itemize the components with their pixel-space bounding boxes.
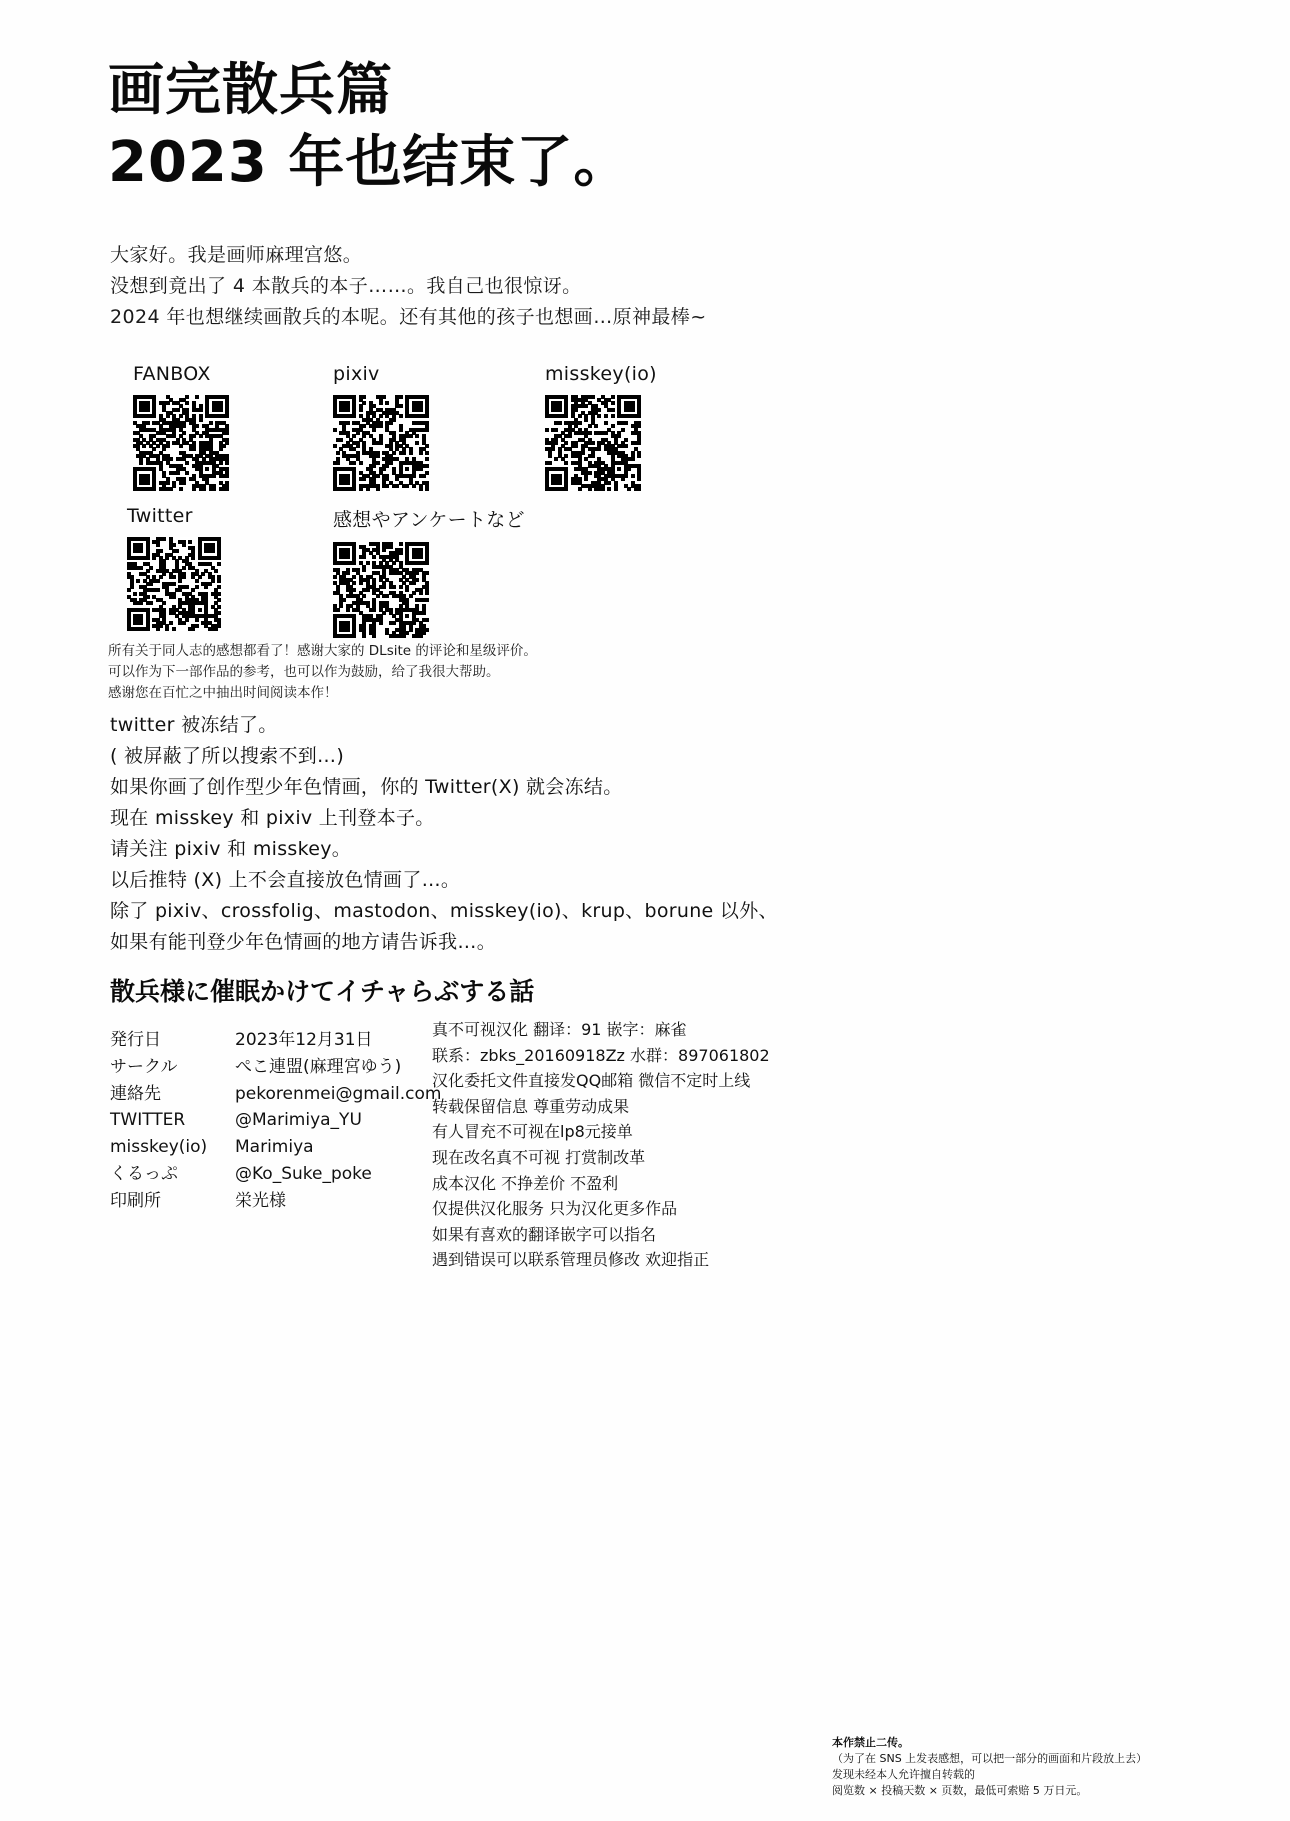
qr-twitter-icon[interactable] <box>127 537 221 631</box>
colophon-key-3: TWITTER <box>110 1110 186 1131</box>
qr-label-misskey: misskey(io) <box>545 363 657 385</box>
colophon-value-1: ぺこ連盟(麻理宮ゆう) <box>235 1056 402 1077</box>
notice-line-4: 现在 misskey 和 pixiv 上刊登本子。 <box>110 806 435 829</box>
scan-credit-line-5: 有人冒充不可视在lp8元接单 <box>432 1122 633 1142</box>
qr-block-survey[interactable] <box>333 505 525 638</box>
scan-credit-line-3: 汉化委托文件直接发QQ邮箱 微信不定时上线 <box>432 1071 751 1091</box>
colophon-title: 散兵様に催眠かけてイチャらぶする話 <box>110 977 535 1006</box>
table-row <box>110 1028 441 1055</box>
qr-block-misskey[interactable] <box>545 363 657 491</box>
table-row <box>110 1108 441 1135</box>
qr-block-fanbox[interactable] <box>133 363 229 491</box>
fineprint-line-1: 本作禁止二传。 <box>832 1736 909 1749</box>
fineprint-line-2: （为了在 SNS 上发表感想，可以把一部分的画面和片段放上去） <box>832 1752 1148 1766</box>
colophon-table <box>110 1028 441 1216</box>
table-row <box>110 1189 441 1216</box>
notice-line-6: 以后推特 (X) 上不会直接放色情画了…。 <box>110 868 461 891</box>
qr-block-pixiv[interactable] <box>333 363 429 491</box>
qr-survey-icon[interactable] <box>333 542 429 638</box>
notice-line-8: 如果有能刊登少年色情画的地方请告诉我…。 <box>110 930 497 953</box>
colophon-key-2: 連絡先 <box>110 1083 161 1104</box>
fineprint-line-3: 发现未经本人允许擅自转载的 <box>832 1768 975 1782</box>
colophon-key-1: サークル <box>110 1056 178 1077</box>
qr-label-pixiv: pixiv <box>333 363 380 385</box>
qr-pixiv-icon[interactable] <box>333 395 429 491</box>
table-row <box>110 1135 441 1162</box>
page-title-line1: 画完散兵篇 <box>108 58 393 123</box>
scan-credit-line-8: 仅提供汉化服务 只为汉化更多作品 <box>432 1199 678 1219</box>
intro-line-3: 2024 年也想继续画散兵的本呢。还有其他的孩子也想画…原神最棒~ <box>110 305 707 328</box>
qr-note <box>108 641 537 704</box>
scanlation-credit <box>432 1017 770 1273</box>
notice-line-5: 请关注 pixiv 和 misskey。 <box>110 837 352 860</box>
scan-credit-line-1: 真不可视汉化 翻译：91 嵌字：麻雀 <box>432 1020 687 1039</box>
notice-line-2: ( 被屏蔽了所以搜索不到…) <box>110 744 345 767</box>
scan-credit-line-10: 遇到错误可以联系管理员修改 欢迎指正 <box>432 1250 710 1270</box>
scan-credit-line-2: 联系：zbks_20160918Zz 水群：897061802 <box>432 1045 770 1065</box>
qr-fanbox-icon[interactable] <box>133 395 229 491</box>
scan-credit-line-4: 转载保留信息 尊重劳动成果 <box>432 1096 630 1116</box>
colophon-key-5: くるっぷ <box>110 1164 178 1185</box>
fineprint-line-4: 阅览数 × 投稿天数 × 页数，最低可索赔 5 万日元。 <box>832 1784 1088 1798</box>
colophon-value-3: @Marimiya_YU <box>235 1110 362 1131</box>
qr-note-line-1: 所有关于同人志的感想都看了！感谢大家的 DLsite 的评论和星级评价。 <box>108 643 537 659</box>
scan-credit-line-6: 现在改名真不可视 打赏制改革 <box>432 1147 646 1167</box>
page-title <box>108 55 630 198</box>
scan-credit-line-9: 如果有喜欢的翻译嵌字可以指名 <box>432 1224 657 1244</box>
table-row <box>110 1082 441 1109</box>
colophon-value-4: Marimiya <box>235 1137 314 1158</box>
colophon-value-5: @Ko_Suke_poke <box>235 1164 372 1185</box>
colophon-key-6: 印刷所 <box>110 1190 161 1211</box>
table-row <box>110 1162 441 1189</box>
qr-misskey-icon[interactable] <box>545 395 641 491</box>
qr-note-line-2: 可以作为下一部作品的参考，也可以作为鼓励，给了我很大帮助。 <box>108 663 500 680</box>
table-row <box>110 1055 441 1082</box>
colophon-key-0: 発行日 <box>110 1030 161 1050</box>
notice-line-3: 如果你画了创作型少年色情画，你的 Twitter(X) 就会冻结。 <box>110 775 623 798</box>
qr-label-twitter: Twitter <box>127 505 193 527</box>
intro-paragraph <box>110 240 707 332</box>
intro-line-2: 没想到竟出了 4 本散兵的本子……。我自己也很惊讶。 <box>110 274 582 297</box>
notice-line-7: 除了 pixiv、crossfolig、mastodon、misskey(io)、krup、borune 以外、 <box>110 899 778 922</box>
footer-fineprint <box>832 1735 1147 1799</box>
qr-label-fanbox: FANBOX <box>133 363 211 385</box>
twitter-notice <box>110 710 778 958</box>
intro-line-1: 大家好。我是画师麻理宫悠。 <box>110 244 363 266</box>
page-title-line2: 2023 年也结束了。 <box>108 129 631 195</box>
colophon-value-0: 2023年12月31日 <box>235 1030 373 1050</box>
notice-line-1: twitter 被冻结了。 <box>110 714 278 736</box>
colophon-value-2: pekorenmei@gmail.com <box>235 1083 442 1104</box>
scan-credit-line-7: 成本汉化 不挣差价 不盈利 <box>432 1173 619 1193</box>
qr-label-survey: 感想やアンケートなど <box>333 509 525 531</box>
qr-block-twitter[interactable] <box>127 505 221 631</box>
colophon-key-4: misskey(io) <box>110 1137 208 1158</box>
colophon-value-6: 栄光様 <box>235 1190 286 1211</box>
qr-note-line-3: 感谢您在百忙之中抽出时间阅读本作！ <box>108 684 338 701</box>
